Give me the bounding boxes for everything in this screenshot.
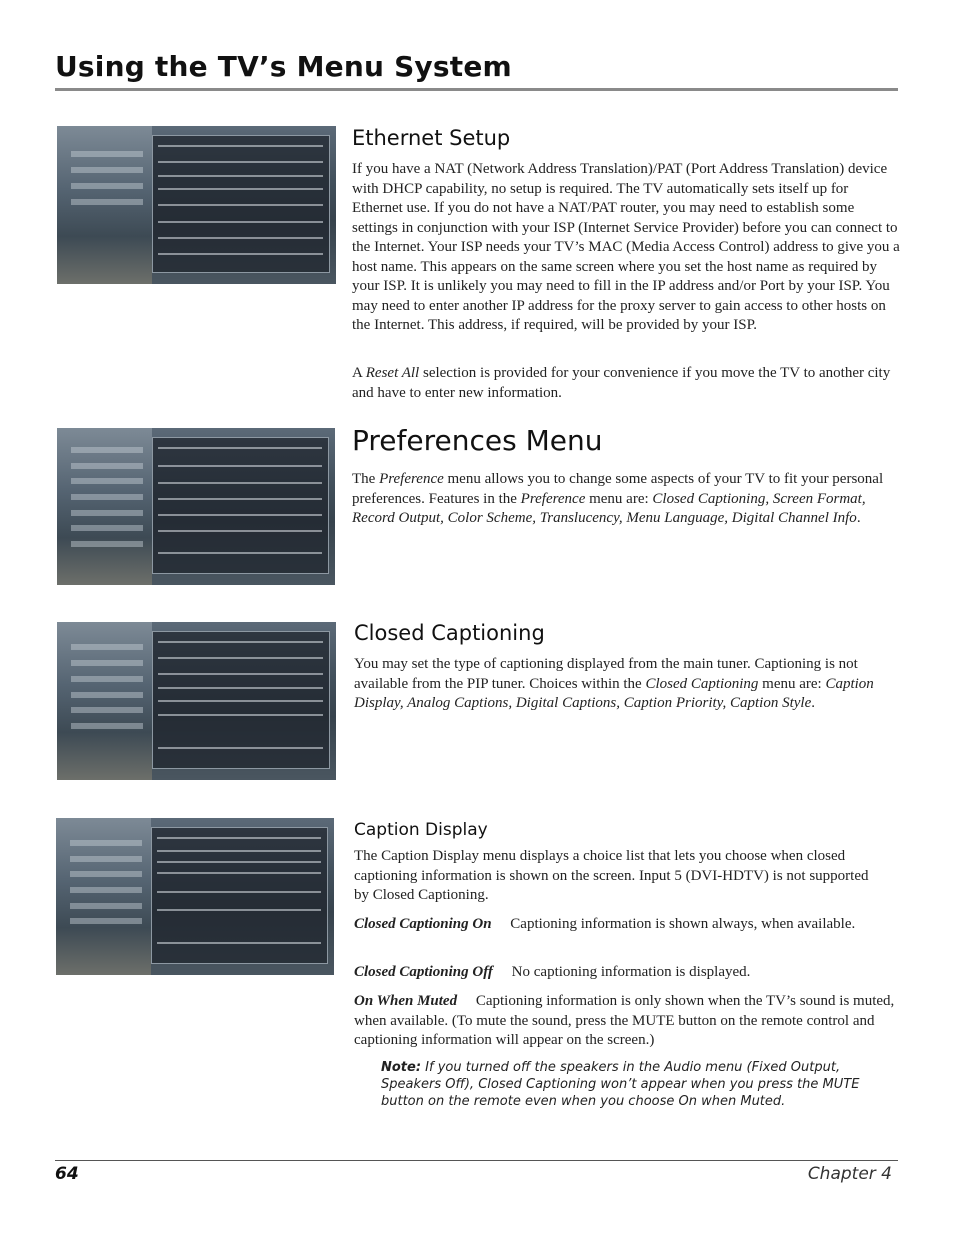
footer-rule <box>55 1160 898 1161</box>
reset-all-paragraph: A Reset All selection is provided for your convenience if you move the TV to another city and have to enter new information. <box>352 365 891 401</box>
page-number: 64 <box>55 1164 79 1184</box>
caption-display-note: Note: If you turned off the speakers in the Audio menu (Fixed Output, Speakers Off), Closed Captioning won’t appear when you press the MUTE button on the remote even when you choose On when Muted. <box>381 1060 860 1109</box>
closed-captioning-on-term: Closed Captioning On <box>354 916 492 932</box>
reset-all-term: Reset All <box>365 365 420 381</box>
on-when-muted-term: On When Muted <box>354 993 458 1009</box>
page-header-title: Using the TV’s Menu System <box>55 50 512 83</box>
closed-captioning-heading: Closed Captioning <box>354 621 545 645</box>
ethernet-setup-screenshot <box>57 126 336 284</box>
caption-display-paragraph: The Caption Display menu displays a choice list that lets you choose when closed captioning information is shown on the screen. Input 5 (DVI-HDTV) is not supported by Closed Captioning. <box>354 848 869 903</box>
preferences-menu-screenshot <box>57 428 335 585</box>
closed-captioning-screenshot <box>57 622 336 780</box>
closed-captioning-choice-list: Caption Display, Analog Captions, Digital Captions, Caption Priority, Caption Style <box>354 675 874 711</box>
preferences-menu-paragraph: The Preference menu allows you to change some aspects of your TV to fit your personal preferences. Features in the Preference menu are: Closed Captioning, Screen Format, Record Output, Color Scheme, Translucency, Menu Language, Digital Channel Info. <box>352 471 884 526</box>
preferences-menu-heading: Preferences Menu <box>352 424 603 457</box>
ethernet-setup-paragraph: If you have a NAT (Network Address Translation)/PAT (Port Address Translation) device with DHCP capability, no setup is required. The TV automatically sets itself up for Ethernet use. If you do not have a NAT/PAT router, you may need to establish some settings in conjunction with your ISP (Internet Service Provider) before you can connect to the Internet. Your ISP needs your TV’s MAC (Media Access Control) address to give you a host name. This appears on the same screen where you set the host name as required by your ISP. It is unlikely you may need to fill in the IP address and/or Port by your ISP. You may need to enter another IP address for the proxy server to gain access to other hosts on the Internet. This address, if required, will be provided by your ISP. <box>352 161 900 333</box>
caption-display-heading: Caption Display <box>354 820 488 840</box>
note-label: Note: <box>381 1060 422 1075</box>
closed-captioning-off-item: Closed Captioning Off No captioning information is displayed. <box>354 964 751 980</box>
closed-captioning-on-item: Closed Captioning On Captioning information is shown always, when available. <box>354 916 856 932</box>
caption-display-screenshot <box>56 818 334 975</box>
preferences-feature-list: Closed Captioning, Screen Format, Record Output, Color Scheme, Translucency, Menu Language, Digital Channel Info <box>352 490 866 526</box>
ethernet-setup-heading: Ethernet Setup <box>352 126 511 150</box>
closed-captioning-off-term: Closed Captioning Off <box>354 964 493 980</box>
closed-captioning-paragraph: You may set the type of captioning displayed from the main tuner. Captioning is not available from the PIP tuner. Choices within the Closed Captioning menu are: Caption Display, Analog Captions, Digital Captions, Caption Priority, Caption Style. <box>354 656 874 711</box>
on-when-muted-item: On When Muted Captioning information is only shown when the TV’s sound is muted, when available. (To mute the sound, press the MUTE button on the remote control and captioning information will appear on the screen.) <box>354 993 895 1048</box>
header-rule <box>55 88 898 91</box>
chapter-label: Chapter 4 <box>807 1164 892 1184</box>
